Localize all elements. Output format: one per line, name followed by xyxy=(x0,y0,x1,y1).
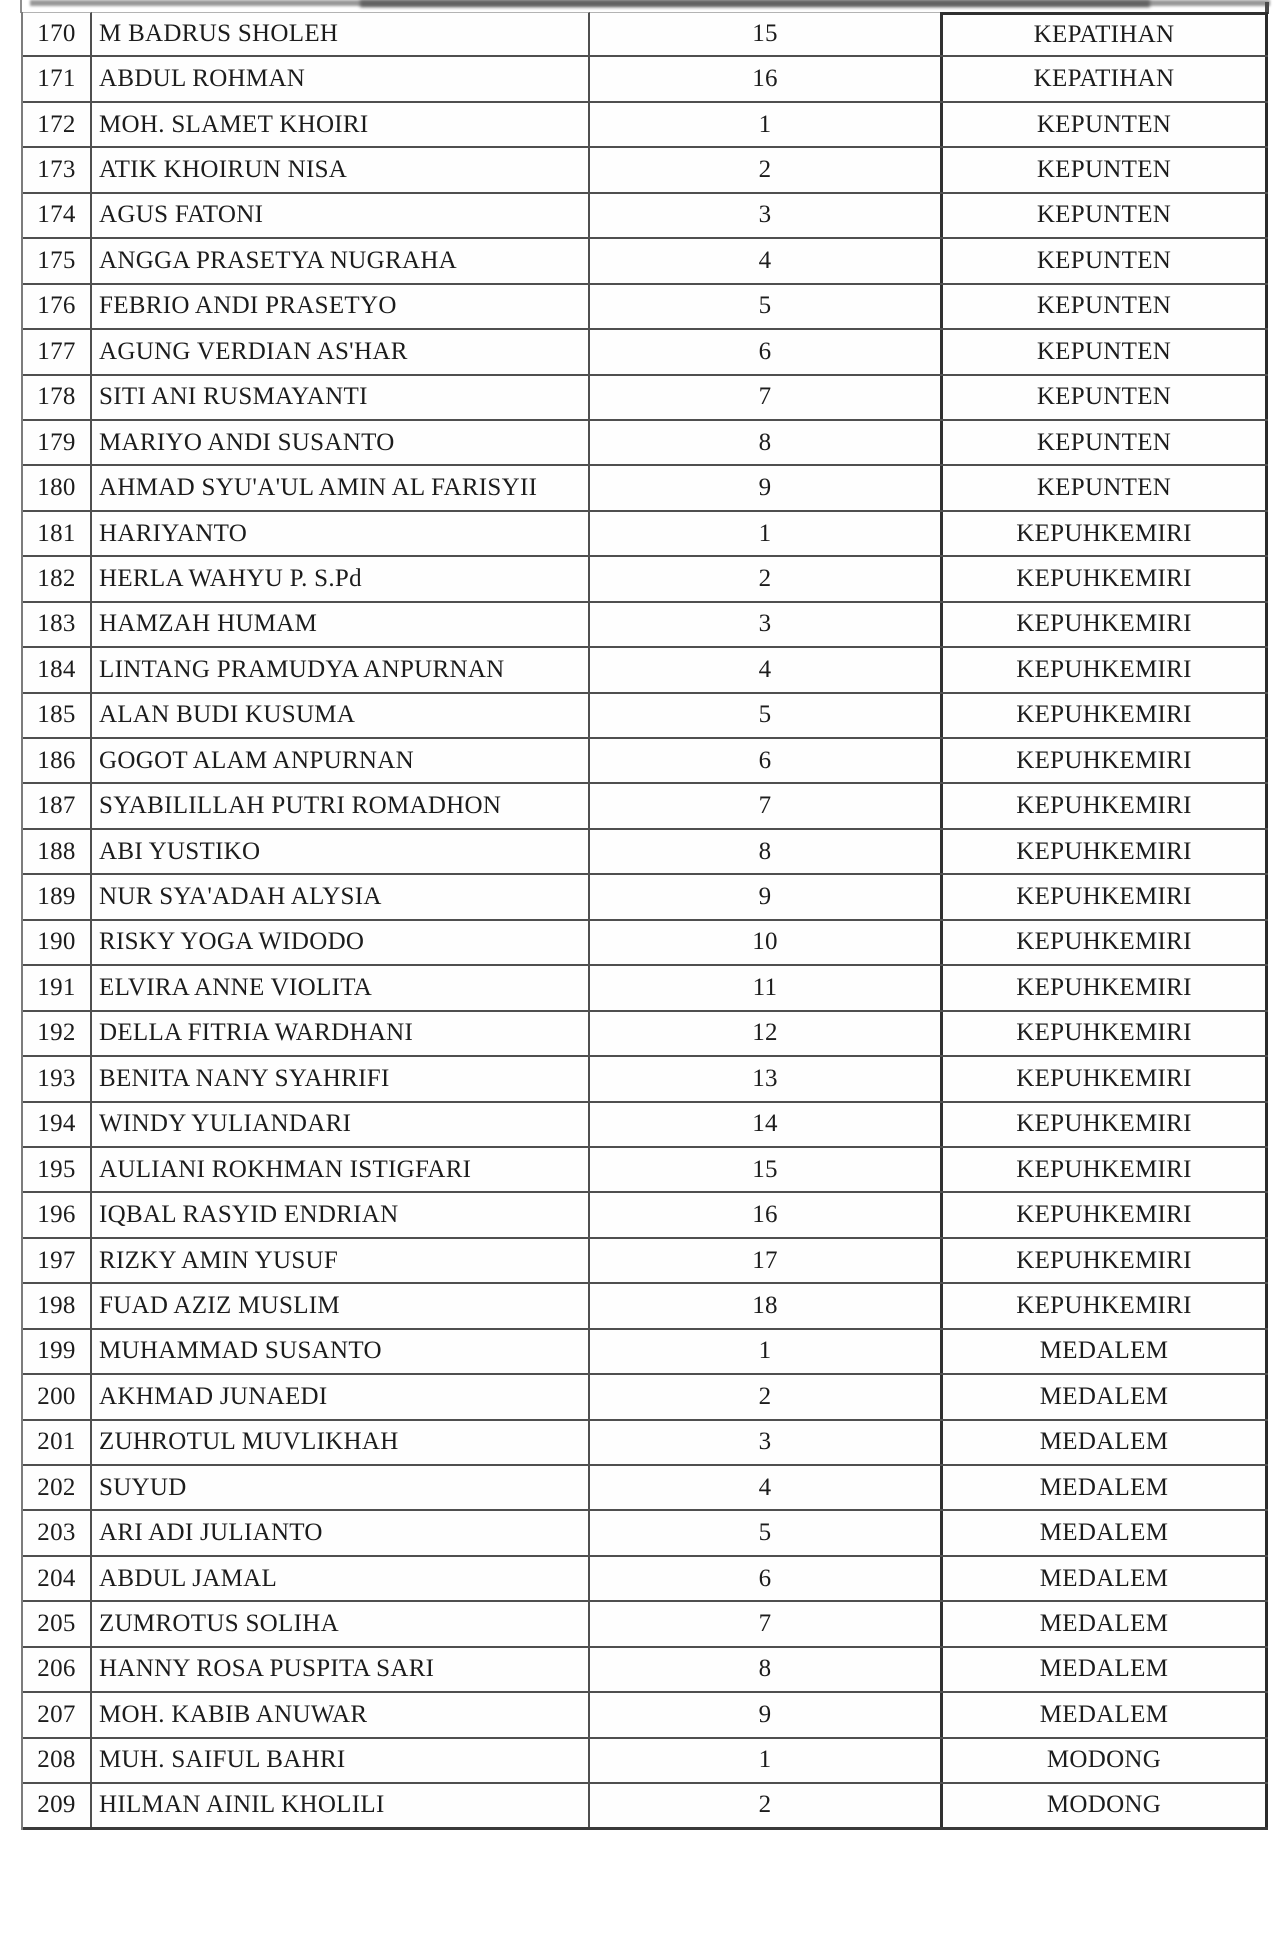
village-cell: KEPUHKEMIRI xyxy=(940,966,1268,1009)
village-cell: KEPUHKEMIRI xyxy=(940,648,1268,691)
village-cell: MEDALEM xyxy=(940,1511,1268,1554)
queue-number-cell: 15 xyxy=(752,1155,778,1183)
name-cell: ABI YUSTIKO xyxy=(92,830,590,873)
row-number-cell: 197 xyxy=(23,1239,92,1282)
row-number-cell: 190 xyxy=(23,921,92,964)
row-number-cell: 193 xyxy=(23,1057,92,1100)
queue-number-cell: 2 xyxy=(758,564,772,592)
table-row xyxy=(23,1148,1268,1193)
table-row xyxy=(23,921,1268,966)
village-cell: MODONG xyxy=(940,1739,1268,1782)
table-row xyxy=(23,1739,1268,1784)
village-cell: KEPATIHAN xyxy=(940,57,1268,100)
name-cell: RISKY YOGA WIDODO xyxy=(92,921,590,964)
queue-number-cell: 4 xyxy=(758,1473,772,1501)
table-row xyxy=(23,557,1268,602)
queue-number-cell: 5 xyxy=(758,1519,772,1547)
row-number-cell: 196 xyxy=(23,1193,92,1236)
name-cell: HILMAN AINIL KHOLILI xyxy=(92,1784,590,1826)
name-cell: AHMAD SYU'A'UL AMIN AL FARISYII xyxy=(92,466,590,509)
table-row xyxy=(23,739,1268,784)
queue-number-cell: 17 xyxy=(752,1246,778,1274)
page-top-cut-artifact-dark xyxy=(360,0,1150,7)
table-row xyxy=(23,1330,1268,1375)
name-cell: HERLA WAHYU P. S.Pd xyxy=(92,557,590,600)
table-row xyxy=(23,376,1268,421)
village-cell: KEPUHKEMIRI xyxy=(940,557,1268,600)
row-number-cell: 208 xyxy=(23,1739,92,1782)
queue-number-cell: 1 xyxy=(758,1746,772,1774)
table-row xyxy=(23,1284,1268,1329)
village-cell: MEDALEM xyxy=(940,1602,1268,1645)
village-cell: KEPUNTEN xyxy=(940,466,1268,509)
table-row xyxy=(23,1239,1268,1284)
name-cell: LINTANG PRAMUDYA ANPURNAN xyxy=(92,648,590,691)
table-row xyxy=(23,603,1268,648)
row-number-cell: 170 xyxy=(23,12,92,55)
queue-number-cell: 3 xyxy=(758,610,772,638)
name-cell: ALAN BUDI KUSUMA xyxy=(92,694,590,737)
row-number-cell: 206 xyxy=(23,1648,92,1691)
name-cell: ELVIRA ANNE VIOLITA xyxy=(92,966,590,1009)
row-number-cell: 204 xyxy=(23,1557,92,1600)
row-number-cell: 189 xyxy=(23,875,92,918)
table-row xyxy=(23,421,1268,466)
row-number-cell: 203 xyxy=(23,1511,92,1554)
queue-number-cell: 2 xyxy=(758,1382,772,1410)
queue-number-cell: 9 xyxy=(758,474,772,502)
name-cell: ARI ADI JULIANTO xyxy=(92,1511,590,1554)
table-row xyxy=(23,1012,1268,1057)
village-cell: MEDALEM xyxy=(940,1693,1268,1736)
name-cell: HANNY ROSA PUSPITA SARI xyxy=(92,1648,590,1691)
row-number-cell: 180 xyxy=(23,466,92,509)
queue-number-cell: 8 xyxy=(758,428,772,456)
name-cell: HARIYANTO xyxy=(92,512,590,555)
table-row xyxy=(23,1193,1268,1238)
queue-number-cell: 5 xyxy=(758,292,772,320)
row-number-cell: 174 xyxy=(23,194,92,237)
name-cell: MOH. KABIB ANUWAR xyxy=(92,1693,590,1736)
row-number-cell: 201 xyxy=(23,1421,92,1464)
queue-number-cell: 11 xyxy=(752,973,778,1001)
village-cell: KEPUHKEMIRI xyxy=(940,739,1268,782)
table-row xyxy=(23,1057,1268,1102)
name-cell: MARIYO ANDI SUSANTO xyxy=(92,421,590,464)
village-cell: KEPUHKEMIRI xyxy=(940,1284,1268,1327)
name-cell: RIZKY AMIN YUSUF xyxy=(92,1239,590,1282)
village-cell: MEDALEM xyxy=(940,1421,1268,1464)
name-cell: MOH. SLAMET KHOIRI xyxy=(92,103,590,146)
village-cell: KEPUHKEMIRI xyxy=(940,512,1268,555)
queue-number-cell: 6 xyxy=(758,746,772,774)
queue-number-cell: 6 xyxy=(758,337,772,365)
table-row xyxy=(23,512,1268,557)
row-number-cell: 176 xyxy=(23,285,92,328)
roster-table xyxy=(21,12,1268,1830)
row-number-cell: 202 xyxy=(23,1466,92,1509)
row-number-cell: 178 xyxy=(23,376,92,419)
village-cell: KEPUNTEN xyxy=(940,148,1268,191)
name-cell: BENITA NANY SYAHRIFI xyxy=(92,1057,590,1100)
name-cell: FUAD AZIZ MUSLIM xyxy=(92,1284,590,1327)
table-row xyxy=(23,1466,1268,1511)
village-cell: KEPUHKEMIRI xyxy=(940,1103,1268,1146)
queue-number-cell: 4 xyxy=(758,655,772,683)
row-number-cell: 181 xyxy=(23,512,92,555)
name-cell: AKHMAD JUNAEDI xyxy=(92,1375,590,1418)
name-cell: FEBRIO ANDI PRASETYO xyxy=(92,285,590,328)
queue-number-cell: 2 xyxy=(758,156,772,184)
name-cell: ATIK KHOIRUN NISA xyxy=(92,148,590,191)
village-cell: KEPUHKEMIRI xyxy=(940,1148,1268,1191)
queue-number-cell: 14 xyxy=(752,1110,778,1138)
row-number-cell: 179 xyxy=(23,421,92,464)
table-row xyxy=(23,1557,1268,1602)
table-row xyxy=(23,830,1268,875)
name-cell: M BADRUS SHOLEH xyxy=(92,12,590,55)
name-cell: SITI ANI RUSMAYANTI xyxy=(92,376,590,419)
name-cell: HAMZAH HUMAM xyxy=(92,603,590,646)
village-cell: KEPUNTEN xyxy=(940,376,1268,419)
queue-number-cell: 16 xyxy=(752,1201,778,1229)
name-cell: ABDUL JAMAL xyxy=(92,1557,590,1600)
row-number-cell: 207 xyxy=(23,1693,92,1736)
table-row xyxy=(23,966,1268,1011)
name-cell: AGUS FATONI xyxy=(92,194,590,237)
queue-number-cell: 1 xyxy=(758,519,772,547)
name-cell: GOGOT ALAM ANPURNAN xyxy=(92,739,590,782)
queue-number-cell: 9 xyxy=(758,883,772,911)
row-number-cell: 177 xyxy=(23,330,92,373)
queue-number-cell: 5 xyxy=(758,701,772,729)
name-cell: ZUMROTUS SOLIHA xyxy=(92,1602,590,1645)
table-row xyxy=(23,239,1268,284)
table-row xyxy=(23,194,1268,239)
village-cell: MEDALEM xyxy=(940,1648,1268,1691)
name-cell: MUHAMMAD SUSANTO xyxy=(92,1330,590,1373)
village-cell: MEDALEM xyxy=(940,1330,1268,1373)
name-cell: AGUNG VERDIAN AS'HAR xyxy=(92,330,590,373)
name-cell: AULIANI ROKHMAN ISTIGFARI xyxy=(92,1148,590,1191)
table-row xyxy=(23,103,1268,148)
row-number-cell: 195 xyxy=(23,1148,92,1191)
row-number-cell: 209 xyxy=(23,1784,92,1826)
queue-number-cell: 9 xyxy=(758,1700,772,1728)
village-cell: KEPUHKEMIRI xyxy=(940,694,1268,737)
row-number-cell: 186 xyxy=(23,739,92,782)
queue-number-cell: 3 xyxy=(758,201,772,229)
row-number-cell: 200 xyxy=(23,1375,92,1418)
table-row xyxy=(23,1375,1268,1420)
queue-number-cell: 10 xyxy=(752,928,778,956)
village-cell: KEPUHKEMIRI xyxy=(940,875,1268,918)
table-row xyxy=(23,1693,1268,1738)
village-cell: KEPUNTEN xyxy=(940,421,1268,464)
village-cell: KEPUNTEN xyxy=(940,285,1268,328)
village-cell: KEPUHKEMIRI xyxy=(940,1239,1268,1282)
table-row xyxy=(23,466,1268,511)
village-cell: KEPATIHAN xyxy=(940,12,1268,55)
name-cell: DELLA FITRIA WARDHANI xyxy=(92,1012,590,1055)
name-cell: NUR SYA'ADAH ALYSIA xyxy=(92,875,590,918)
name-cell: SYABILILLAH PUTRI ROMADHON xyxy=(92,784,590,827)
row-number-cell: 173 xyxy=(23,148,92,191)
row-number-cell: 198 xyxy=(23,1284,92,1327)
row-number-cell: 191 xyxy=(23,966,92,1009)
row-number-cell: 194 xyxy=(23,1103,92,1146)
table-row xyxy=(23,694,1268,739)
queue-number-cell: 13 xyxy=(752,1064,778,1092)
table-row xyxy=(23,330,1268,375)
row-number-cell: 205 xyxy=(23,1602,92,1645)
table-row xyxy=(23,57,1268,102)
village-cell: MODONG xyxy=(940,1784,1268,1826)
queue-number-cell: 7 xyxy=(758,1610,772,1638)
table-row xyxy=(23,648,1268,693)
village-cell: KEPUHKEMIRI xyxy=(940,921,1268,964)
queue-number-cell: 8 xyxy=(758,837,772,865)
village-cell: KEPUNTEN xyxy=(940,194,1268,237)
row-number-cell: 185 xyxy=(23,694,92,737)
name-cell: ZUHROTUL MUVLIKHAH xyxy=(92,1421,590,1464)
village-cell: KEPUHKEMIRI xyxy=(940,830,1268,873)
name-cell: SUYUD xyxy=(92,1466,590,1509)
row-number-cell: 172 xyxy=(23,103,92,146)
table-row xyxy=(23,1648,1268,1693)
queue-number-cell: 3 xyxy=(758,1428,772,1456)
village-cell: KEPUHKEMIRI xyxy=(940,1012,1268,1055)
table-row xyxy=(23,1511,1268,1556)
row-number-cell: 182 xyxy=(23,557,92,600)
name-cell: ANGGA PRASETYA NUGRAHA xyxy=(92,239,590,282)
row-number-cell: 171 xyxy=(23,57,92,100)
name-cell: ABDUL ROHMAN xyxy=(92,57,590,100)
name-cell: IQBAL RASYID ENDRIAN xyxy=(92,1193,590,1236)
table-row xyxy=(23,148,1268,193)
village-cell: KEPUHKEMIRI xyxy=(940,1193,1268,1236)
village-cell: KEPUNTEN xyxy=(940,330,1268,373)
village-cell: KEPUHKEMIRI xyxy=(940,1057,1268,1100)
village-cell: KEPUHKEMIRI xyxy=(940,784,1268,827)
queue-number-cell: 15 xyxy=(590,12,940,55)
table-row xyxy=(23,784,1268,829)
queue-number-cell: 2 xyxy=(758,1791,772,1819)
row-number-cell: 175 xyxy=(23,239,92,282)
queue-number-cell: 6 xyxy=(758,1564,772,1592)
village-cell: MEDALEM xyxy=(940,1466,1268,1509)
row-number-cell: 184 xyxy=(23,648,92,691)
row-number-cell: 188 xyxy=(23,830,92,873)
village-cell: KEPUNTEN xyxy=(940,239,1268,282)
row-number-cell: 183 xyxy=(23,603,92,646)
village-cell: KEPUHKEMIRI xyxy=(940,603,1268,646)
table-row xyxy=(23,1784,1268,1829)
queue-number-cell: 12 xyxy=(752,1019,778,1047)
row-number-cell: 187 xyxy=(23,784,92,827)
queue-number-cell: 1 xyxy=(758,110,772,138)
queue-number-cell: 16 xyxy=(752,65,778,93)
village-cell: MEDALEM xyxy=(940,1375,1268,1418)
row-number-cell: 192 xyxy=(23,1012,92,1055)
village-cell: KEPUNTEN xyxy=(940,103,1268,146)
table-row xyxy=(23,12,1268,57)
queue-number-cell: 1 xyxy=(758,1337,772,1365)
village-cell: MEDALEM xyxy=(940,1557,1268,1600)
table-row xyxy=(23,1602,1268,1647)
queue-number-cell: 8 xyxy=(758,1655,772,1683)
name-cell: WINDY YULIANDARI xyxy=(92,1103,590,1146)
queue-number-cell: 18 xyxy=(752,1291,778,1319)
name-cell: MUH. SAIFUL BAHRI xyxy=(92,1739,590,1782)
queue-number-cell: 7 xyxy=(758,383,772,411)
table-row xyxy=(23,285,1268,330)
queue-number-cell: 4 xyxy=(758,246,772,274)
row-number-cell: 199 xyxy=(23,1330,92,1373)
table-row xyxy=(23,875,1268,920)
queue-number-cell: 7 xyxy=(758,792,772,820)
table-row xyxy=(23,1421,1268,1466)
table-row xyxy=(23,1103,1268,1148)
